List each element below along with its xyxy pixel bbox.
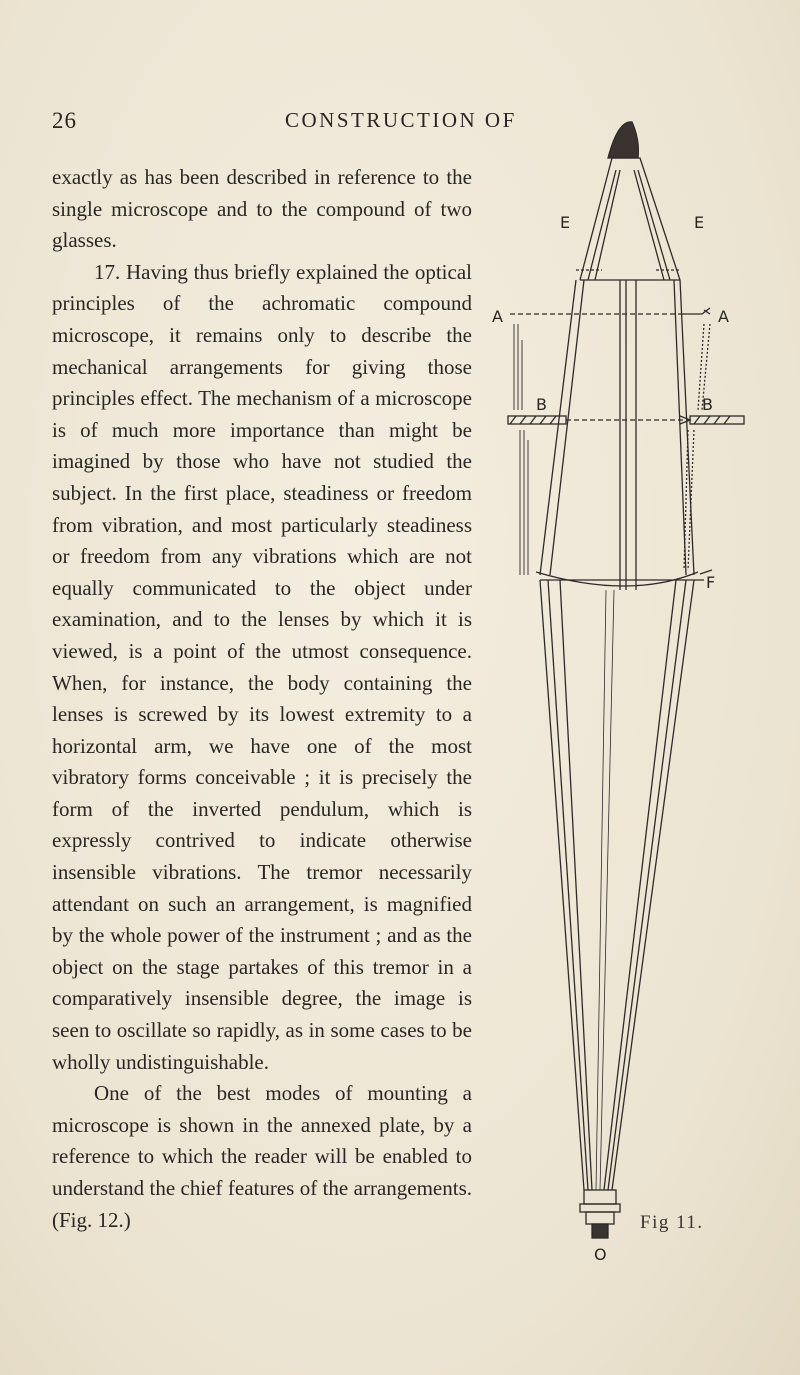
label-e-right: E <box>694 213 705 232</box>
label-a-left: A <box>492 307 503 326</box>
body-text <box>52 162 472 1236</box>
paragraph-mounting: One of the best modes of mounting a microscope is shown in the annexed plate, by a reference to which the reader will be enabled to understand the chief features of the arrangements. (Fig. 12.) <box>52 1081 472 1232</box>
label-b-left: B <box>536 395 547 414</box>
body-left-outer <box>540 280 576 575</box>
microscope-diagram <box>480 110 780 1310</box>
lower-tube-left <box>540 580 584 1190</box>
figure-caption: Fig 11. <box>640 1212 704 1233</box>
label-o: O <box>594 1245 607 1264</box>
objective-top <box>584 1190 616 1204</box>
microscope-diagram-svg <box>480 110 780 1310</box>
paragraph-continuation: exactly as has been described in reference to the single microscope and to the compound of two glasses. <box>52 165 472 253</box>
label-a-right: A <box>718 307 729 326</box>
page-number: 26 <box>52 108 77 133</box>
b-bar-left <box>508 416 566 424</box>
label-e-left: E <box>560 213 571 232</box>
objective-lens <box>592 1224 608 1238</box>
label-f: F <box>706 573 716 592</box>
running-title: CONSTRUCTION OF <box>285 108 517 132</box>
running-head <box>52 108 517 138</box>
label-b-right: B <box>702 395 713 414</box>
eyepiece-cap <box>608 122 638 158</box>
paragraph-17: 17. Having thus briefly explained the optical principles of the achromatic compound microscope, it remains only to describe the mechanical arrangements for giving those principles effect. The mechanism of a microscope is of much more importance than might be imagined by those who have not studied the subject. In the first place, steadiness or freedom from vibration, and most particularly steadiness or freedom from any vibrations which are not equally communicated to the object under examination, and to the lenses by which it is viewed, is a point of the utmost consequence. When, for instance, the body containing the lenses is screwed by its lowest extremity to a horizontal arm, we have one of the most vibratory forms conceivable ; it is precisely the form of the inverted pendulum, which is expressly contrived to indicate otherwise insensible vibrations. The tremor necessarily attendant on such an arrangement, is magnified by the whole power of the instrument ; and as the object on the stage partakes of this tremor in a comparatively insensible degree, the image is seen to oscillate so rapidly, as in some cases to be wholly undistinguishable. <box>52 259 472 1074</box>
lower-tube-right <box>612 580 694 1190</box>
body-right-outer <box>680 280 694 575</box>
